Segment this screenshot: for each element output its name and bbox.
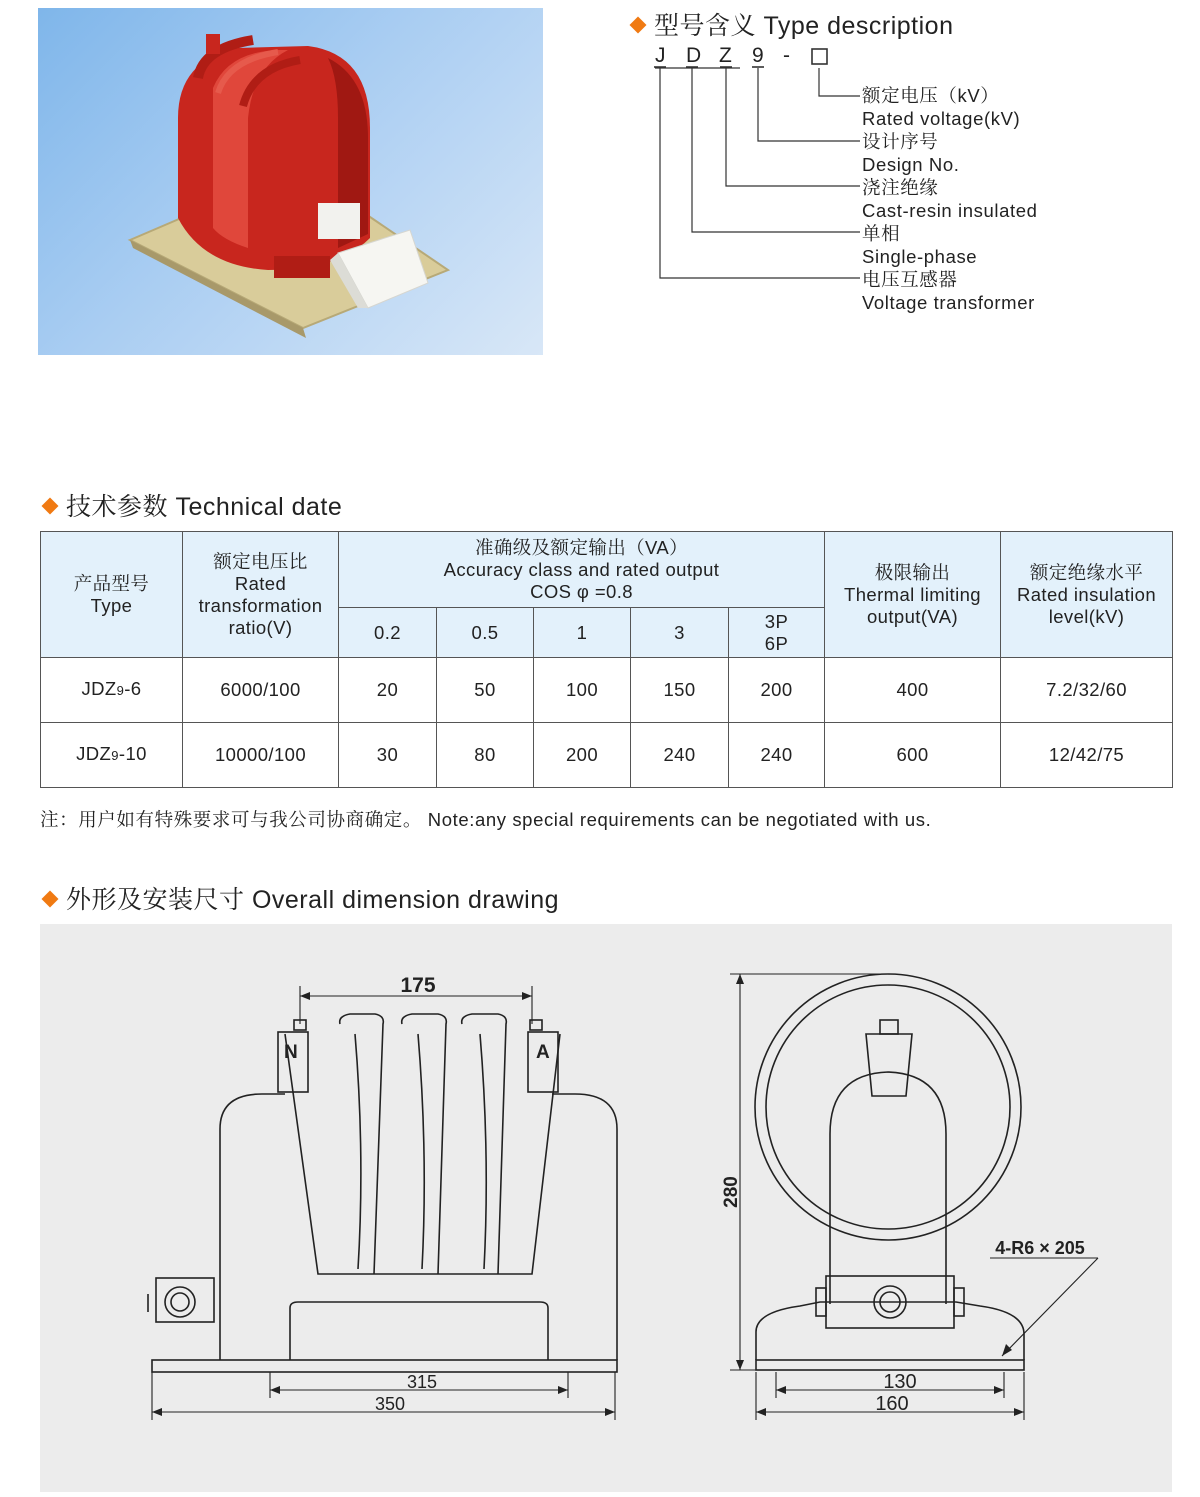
cell-insulation: 7.2/32/60: [1001, 658, 1173, 723]
header-class-0-2: 0.2: [339, 608, 437, 658]
header-class-3: 3: [631, 608, 729, 658]
dim-350-label: 350: [374, 1394, 406, 1414]
dim-175-label: 175: [400, 974, 436, 997]
table-row: [41, 658, 1173, 723]
terminal-a-label: A: [536, 1042, 550, 1063]
cell-0-2: 30: [339, 723, 437, 788]
cell-3: 150: [631, 658, 729, 723]
front-view: [148, 1014, 617, 1372]
header-class-1: 1: [534, 608, 631, 658]
cell-0-5: 50: [437, 658, 534, 723]
table-header-row: [41, 532, 1173, 608]
type-description-title: 型号含义 Type description: [632, 6, 954, 42]
dim-315-label: 315: [406, 1372, 438, 1392]
table-note: 注：用户如有特殊要求可与我公司协商确定。 Note:any special requirements can be negotiated with us.: [40, 809, 932, 830]
header-class-0-5: 0.5: [437, 608, 534, 658]
product-photo: [38, 8, 543, 355]
table-row: [41, 723, 1173, 788]
header-thermal: 极限输出 Thermal limiting output(VA): [825, 532, 1001, 658]
dim-hole-label: 4-R6 × 205: [995, 1238, 1085, 1258]
diamond-bullet-icon: [630, 17, 647, 34]
cell-3p: 240: [729, 723, 825, 788]
cell-0-2: 20: [339, 658, 437, 723]
header-type: 产品型号 Type: [41, 532, 183, 658]
header-class-3p-6p: 3P 6P: [729, 608, 825, 658]
cell-thermal: 400: [825, 658, 1001, 723]
cell-ratio: 6000/100: [183, 658, 339, 723]
dimension-drawing-panel: [40, 924, 1172, 1492]
diamond-bullet-icon: [42, 498, 59, 515]
header-accuracy: 准确级及额定输出（VA） Accuracy class and rated output COS φ =0.8: [339, 532, 825, 608]
code-letter-d: D: [686, 44, 702, 67]
diamond-bullet-icon: [42, 891, 59, 908]
dimension-drawing: [40, 924, 1172, 1492]
transformer-photo-illustration: [38, 8, 543, 355]
code-letter-j: J: [655, 44, 666, 67]
code-dash: -: [783, 44, 790, 67]
cell-3p: 200: [729, 658, 825, 723]
side-dimension-arrows: [736, 974, 1024, 1416]
cell-thermal: 600: [825, 723, 1001, 788]
header-ratio: 额定电压比 Rated transformation ratio(V): [183, 532, 339, 658]
technical-data-title: 技术参数 Technical date: [44, 487, 342, 523]
dim-160-label: 160: [875, 1393, 909, 1415]
cell-insulation: 12/42/75: [1001, 723, 1173, 788]
voltage-placeholder-box-icon: [812, 49, 827, 64]
cell-ratio: 10000/100: [183, 723, 339, 788]
desc-voltage-transformer: 电压互感器 Voltage transformer: [862, 269, 1035, 313]
desc-cast-resin: 浇注绝缘 Cast-resin insulated: [862, 177, 1038, 221]
dim-130-label: 130: [883, 1371, 917, 1393]
desc-design-no: 设计序号 Design No.: [862, 131, 960, 175]
cell-3: 240: [631, 723, 729, 788]
desc-rated-voltage: 额定电压（kV） Rated voltage(kV): [862, 85, 1021, 129]
terminal-n-label: N: [284, 1042, 298, 1063]
cell-1: 100: [534, 658, 631, 723]
header-insulation: 额定绝缘水平 Rated insulation level(kV): [1001, 532, 1173, 658]
dim-280-label: 280: [721, 1176, 742, 1208]
cell-type: JDZ9-10: [41, 723, 183, 788]
cell-1: 200: [534, 723, 631, 788]
technical-data-table: [40, 531, 1173, 788]
code-letter-z: Z: [719, 44, 732, 67]
code-digit-9: 9: [752, 44, 764, 67]
type-code-leader-lines: [640, 40, 880, 290]
desc-single-phase: 单相 Single-phase: [862, 223, 978, 267]
dimension-drawing-title: 外形及安装尺寸 Overall dimension drawing: [44, 880, 559, 916]
side-view: [755, 974, 1024, 1370]
cell-0-5: 80: [437, 723, 534, 788]
cell-type: JDZ9-6: [41, 658, 183, 723]
